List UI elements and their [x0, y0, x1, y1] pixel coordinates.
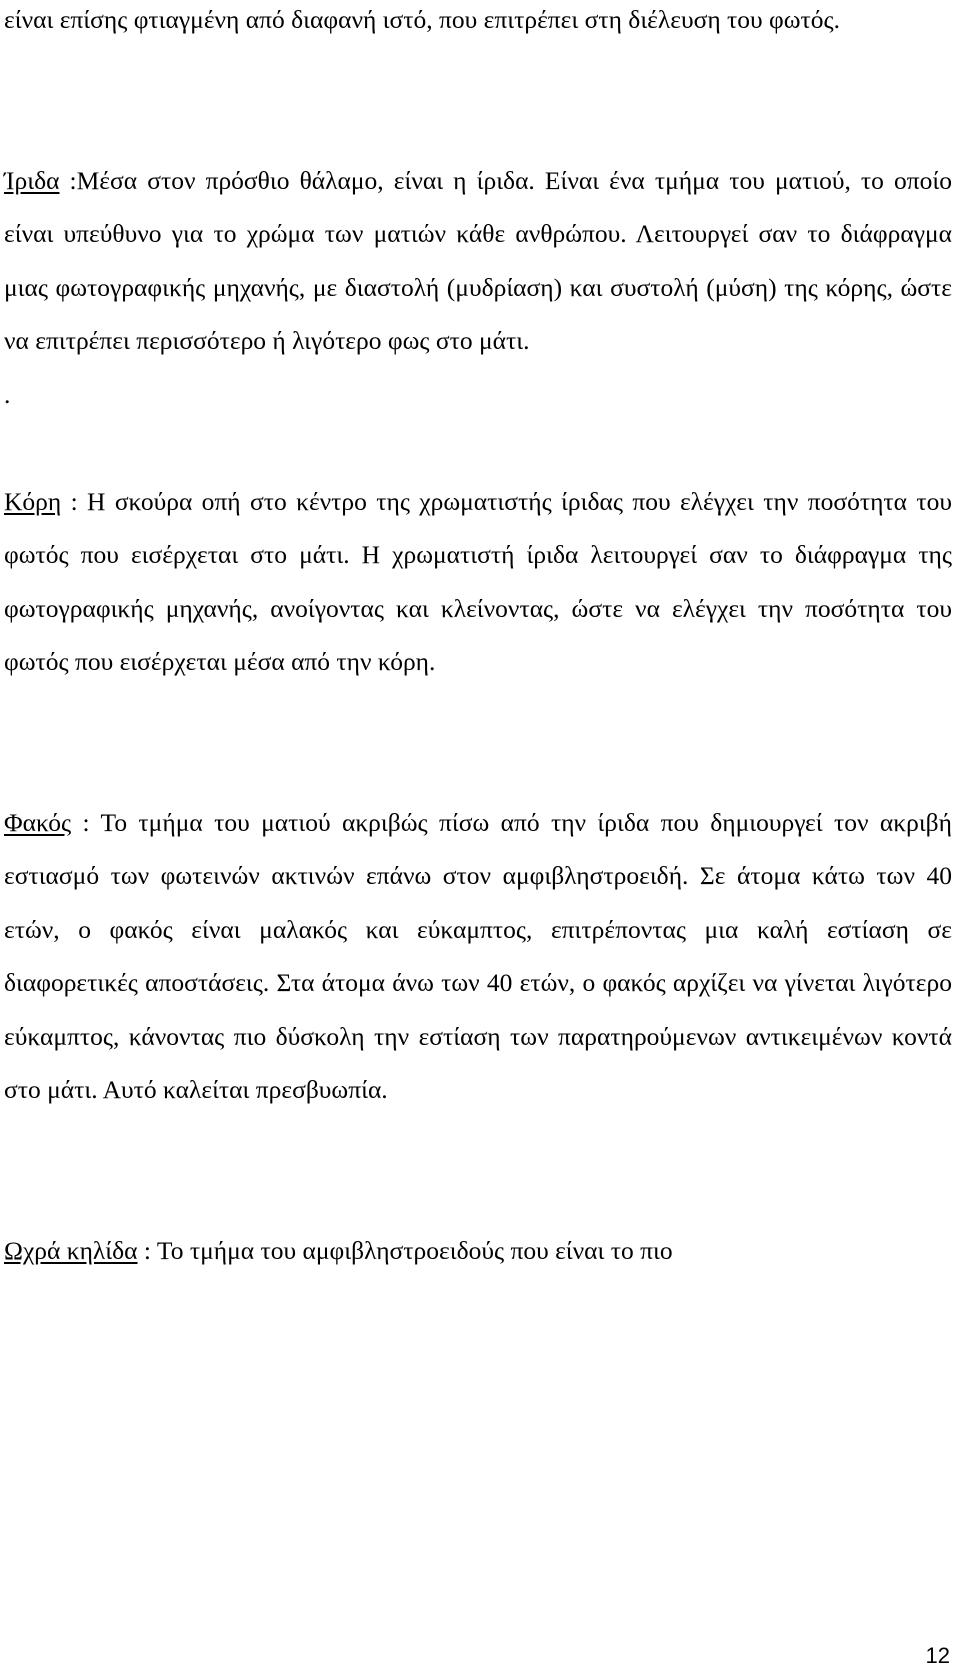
- paragraph-text: : Το τμήμα του αμφιβληστροειδούς που είναι το πιο: [137, 1235, 673, 1265]
- term-macula: Ωχρά κηλίδα: [4, 1235, 138, 1265]
- paragraph-spacer: [4, 47, 952, 154]
- paragraph-text: : Το τμήμα του ματιού ακριβώς πίσω από την ίριδα που δημιουργεί τον ακριβή εστιασμό των φωτεινών ακτινών επάνω στον αμφιβληστροειδή. Σε άτομα κάτω των 40 ετών, ο φακός είναι μαλακός και εύκαμπτος, επιτρέποντας μια καλή εστίαση σε διαφορετικές αποστάσεις. Στα άτομα άνω των 40 ετών, ο φακός αρχίζει να γίνεται λιγότερο εύκαμπτος, κάνοντας πιο δύσκολη την εστίαση των παρατηρούμενων αντικειμένων κοντά στο μάτι. Αυτό καλείται πρεσβυωπία.: [4, 807, 952, 1104]
- term-pupil: Κόρη: [4, 486, 62, 516]
- paragraph-iris: [4, 154, 952, 368]
- paragraph-spacer: [4, 689, 952, 796]
- paragraph-spacer: [4, 421, 952, 475]
- paragraph-text: :Μέσα στον πρόσθιο θάλαμο, είναι η ίριδα. Είναι ένα τμήμα του ματιού, το οποίο είναι υπεύθυνο για το χρώμα των ματιών κάθε ανθρώπου. Λειτουργεί σαν το διάφραγμα μιας φωτογραφικής μηχανής, με διαστολή (μυδρίαση) και συστολή (μύση) της κόρης, ώστε να επιτρέπει περισσότερο ή λιγότερο φως στο μάτι.: [4, 165, 952, 355]
- paragraph-text: : Η σκούρα οπή στο κέντρο της χρωματιστής ίριδας που ελέγχει την ποσότητα του φωτός που εισέρχεται στο μάτι. Η χρωματιστή ίριδα λειτουργεί σαν το διάφραγμα της φωτογραφικής μηχανής, ανοίγοντας και κλείνοντας, ώστε να ελέγχει την ποσότητα του φωτός που εισέρχεται μέσα από την κόρη.: [4, 486, 952, 676]
- paragraph-macula: [4, 1224, 952, 1278]
- paragraph-spacer: [4, 1117, 952, 1224]
- page-number: 12: [925, 1643, 950, 1668]
- stray-period: [4, 368, 952, 422]
- paragraph-lens: [4, 796, 952, 1117]
- term-iris: Ίριδα: [4, 165, 60, 195]
- stray-period-text: .: [4, 379, 11, 409]
- document-page: [4, 0, 952, 1277]
- paragraph-cornea-continuation: [4, 0, 952, 47]
- paragraph-pupil: [4, 475, 952, 689]
- term-lens: Φακός: [4, 807, 72, 837]
- paragraph-text: είναι επίσης φτιαγμένη από διαφανή ιστό, που επιτρέπει στη διέλευση του φωτός.: [4, 5, 841, 34]
